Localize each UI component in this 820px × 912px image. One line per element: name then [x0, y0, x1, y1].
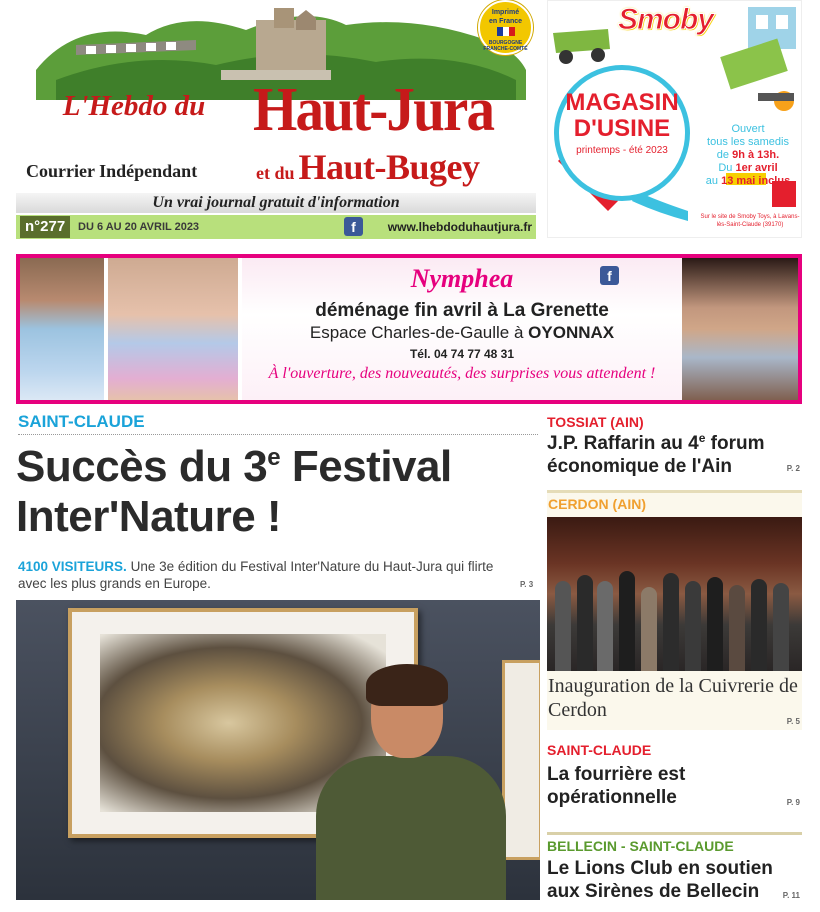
main-article-kicker: SAINT-CLAUDE	[18, 412, 538, 435]
sidebar-page-ref: P. 11	[782, 891, 800, 900]
nymphea-city: OYONNAX	[528, 323, 615, 342]
main-article-photo[interactable]	[16, 600, 540, 900]
sidebar-story-fourriere[interactable]	[547, 742, 802, 822]
smoby-open-line	[696, 162, 800, 175]
sidebar-story-lions-club[interactable]	[547, 832, 802, 912]
smoby-open-text: au	[705, 175, 719, 187]
sidebar-page-ref: P. 9	[786, 798, 800, 807]
smoby-open-text: Du	[718, 162, 733, 174]
title-main: Haut-Jura	[253, 76, 494, 144]
issue-bar	[16, 215, 536, 239]
french-flag-icon	[497, 27, 515, 36]
sidebar-title	[547, 432, 802, 478]
badge-region: BOURGOGNE FRANCHE-COMTÉ	[483, 40, 528, 52]
sidebar-title-sup: e	[698, 431, 706, 445]
smoby-open-line: Ouvert	[731, 123, 765, 135]
nightgown-photo	[20, 258, 104, 400]
masthead-subtitle: Courrier Indépendant	[26, 161, 198, 181]
smoby-ad[interactable]	[547, 0, 802, 238]
main-article-lede	[18, 558, 518, 592]
smoby-open-from: 1er avril	[735, 162, 778, 174]
sidebar-title: La fourrière est opérationnelle	[547, 764, 686, 808]
smoby-open-line	[696, 149, 800, 162]
title-prefix: L'Hebdo du	[62, 90, 206, 122]
sidebar-title-text: J.P. Raffarin au 4	[547, 433, 699, 454]
badge-text: en France	[488, 18, 523, 25]
smoby-opening-hours	[696, 123, 800, 188]
issue-dates: DU 6 AU 20 AVRIL 2023	[78, 221, 200, 233]
nymphea-ad[interactable]	[16, 254, 802, 404]
title-and: et du	[256, 163, 295, 183]
sidebar-kicker: SAINT-CLAUDE	[547, 742, 652, 758]
smoby-circle	[554, 65, 690, 201]
smoby-open-line	[696, 175, 800, 188]
photographer-figure	[316, 670, 506, 900]
sidebar-page-ref: P. 2	[786, 464, 800, 473]
main-article-page-ref: P. 3	[520, 580, 534, 589]
sidebar-story-raffarin[interactable]	[547, 414, 802, 486]
printed-in-france-badge	[478, 0, 533, 55]
nymphea-logo: Nymphea	[410, 264, 514, 293]
title-second-line	[256, 146, 480, 188]
smoby-headline: MAGASIN D'USINE	[565, 89, 679, 142]
headline-text: Succès du 3	[16, 442, 268, 491]
nymphea-address-text: Espace Charles-de-Gaulle à	[309, 323, 524, 342]
facebook-icon[interactable]: f	[600, 266, 619, 285]
sidebar-title: Le Lions Club en soutien aux Sirènes de Bellecin	[547, 858, 773, 902]
sidebar-story-cerdon[interactable]	[547, 490, 802, 730]
framed-print	[502, 660, 540, 860]
facebook-icon[interactable]: f	[344, 217, 363, 236]
lede-lead: 4100 VISITEURS.	[18, 559, 127, 574]
sidebar-title-text: forum économique de l'Ain	[547, 433, 765, 477]
nymphea-move-line: déménage fin avril à La Grenette	[315, 300, 609, 321]
sidebar-kicker: CERDON (AIN)	[548, 496, 646, 512]
sidebar-page-ref: P. 5	[786, 717, 800, 726]
smoby-footer: Sur le site de Smoby Toys, à Lavans-lès-Saint-Claude (39170)	[700, 214, 800, 228]
nymphea-slogan: À l'ouverture, des nouveautés, des surprises vous attendent !	[268, 365, 656, 382]
masthead	[16, 0, 538, 240]
smoby-open-line: tous les samedis	[707, 136, 789, 148]
main-article-headline[interactable]	[16, 442, 536, 542]
headline-sup: e	[267, 444, 281, 471]
smoby-open-text: de	[716, 149, 730, 161]
sidebar-title: Inauguration de la Cuivrerie de Cerdon	[548, 675, 798, 721]
smoby-open-to: 13 mai inclus	[721, 175, 791, 187]
title-second: Haut-Bugey	[298, 147, 480, 187]
lingerie-photo	[108, 258, 238, 400]
website-link[interactable]: www.lhebdoduhautjura.fr	[387, 220, 532, 234]
sidebar-kicker: BELLECIN - SAINT-CLAUDE	[547, 838, 734, 854]
cerdon-inauguration-photo	[547, 517, 802, 671]
badge-text: Imprimé	[491, 9, 520, 16]
bra-photo	[682, 258, 798, 400]
nymphea-phone: Tél. 04 74 77 48 31	[409, 347, 515, 361]
issue-number: n°277	[20, 216, 70, 238]
masthead-tagline: Un vrai journal gratuit d'information	[16, 193, 536, 213]
smoby-open-hours: 9h à 13h.	[732, 149, 780, 161]
nymphea-address	[242, 323, 682, 343]
smoby-period: printemps - été 2023	[576, 145, 668, 156]
headline-text: Festival Inter'Nature !	[16, 442, 452, 541]
sidebar-kicker: TOSSIAT (AIN)	[547, 414, 644, 430]
smoby-logo: Smoby	[618, 3, 714, 36]
lede-text: Une 3e édition du Festival Inter'Nature du Haut-Jura qui flirte avec les plus grands en Europe.	[18, 559, 494, 591]
